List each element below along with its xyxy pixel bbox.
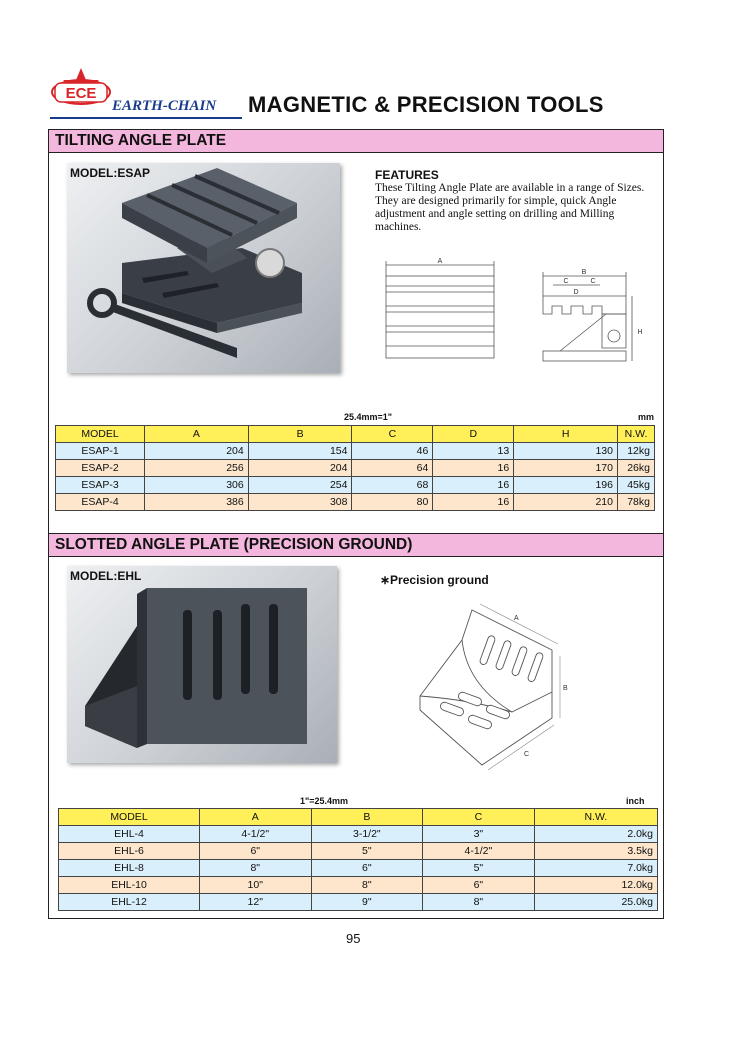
esap-spec-table [55, 425, 655, 511]
section-title-tilting: TILTING ANGLE PLATE [49, 129, 663, 153]
ehl-dim-label-b: B [563, 685, 568, 692]
esap-unit: mm [638, 412, 655, 422]
table-cell: 2.0kg [534, 826, 657, 843]
dim-label-c2: C [590, 278, 596, 285]
table-cell: 68 [352, 477, 433, 494]
table-cell: 45kg [618, 477, 655, 494]
table-cell: EHL-6 [59, 843, 200, 860]
table-cell: 78kg [618, 494, 655, 511]
table-cell: 386 [145, 494, 249, 511]
column-header: C [352, 426, 433, 443]
table-cell: 10" [199, 877, 311, 894]
features-text: These Tilting Angle Plate are available in a range of Sizes. They are designed primarily for simple, quick Angle adjustment and angle setting on drilling and Milling machines. [375, 182, 645, 233]
column-header: N.W. [534, 809, 657, 826]
table-cell: 6" [199, 843, 311, 860]
table-cell: 16 [433, 477, 514, 494]
dim-label-c1: C [563, 278, 569, 285]
table-cell: EHL-10 [59, 877, 200, 894]
ehl-model-label: MODEL:EHL [70, 569, 142, 583]
features-title: FEATURES [375, 168, 439, 182]
table-cell: EHL-4 [59, 826, 200, 843]
table-cell: ESAP-3 [56, 477, 145, 494]
section-title-slotted: SLOTTED ANGLE PLATE (PRECISION GROUND) [49, 533, 663, 557]
ehl-dim-label-c: C [524, 751, 530, 758]
table-row [59, 826, 658, 843]
table-cell: 6" [423, 877, 535, 894]
ehl-technical-drawing [412, 600, 582, 770]
column-header: C [423, 809, 535, 826]
table-cell: 154 [248, 443, 352, 460]
page-title: MAGNETIC & PRECISION TOOLS [248, 92, 604, 117]
table-cell: 5" [311, 843, 423, 860]
table-cell: 204 [248, 460, 352, 477]
table-cell: EHL-12 [59, 894, 200, 911]
table-row [59, 843, 658, 860]
esap-model-label: MODEL:ESAP [70, 166, 151, 180]
page-number: 95 [346, 931, 361, 946]
ece-logo [50, 66, 112, 110]
table-header-row [56, 426, 655, 443]
table-cell: 16 [433, 494, 514, 511]
table-cell: 5" [423, 860, 535, 877]
table-cell: 8" [423, 894, 535, 911]
table-cell: 9" [311, 894, 423, 911]
esap-product-photo [67, 163, 340, 373]
dim-label-d: D [573, 289, 579, 296]
svg-text:ECE: ECE [65, 85, 97, 102]
table-cell: 308 [248, 494, 352, 511]
brand-underline [50, 117, 242, 119]
column-header: MODEL [56, 426, 145, 443]
table-row [56, 477, 655, 494]
dim-label-b: B [581, 269, 587, 276]
table-cell: EHL-8 [59, 860, 200, 877]
table-cell: 8" [311, 877, 423, 894]
table-row [59, 860, 658, 877]
ehl-unit-conversion: 1"=25.4mm [300, 796, 349, 806]
table-cell: 3.5kg [534, 843, 657, 860]
table-cell: 170 [514, 460, 618, 477]
table-cell: 13 [433, 443, 514, 460]
table-cell: 204 [145, 443, 249, 460]
dim-label-a: A [437, 258, 443, 265]
table-cell: 254 [248, 477, 352, 494]
table-cell: 3-1/2" [311, 826, 423, 843]
ehl-dim-label-a: A [514, 615, 519, 622]
column-header: A [145, 426, 249, 443]
column-header: MODEL [59, 809, 200, 826]
table-cell: 26kg [618, 460, 655, 477]
column-header: A [199, 809, 311, 826]
table-cell: 46 [352, 443, 433, 460]
table-cell: 196 [514, 477, 618, 494]
esap-technical-drawing [380, 256, 650, 368]
column-header: N.W. [618, 426, 655, 443]
table-cell: ESAP-1 [56, 443, 145, 460]
table-cell: 6" [311, 860, 423, 877]
column-header: H [514, 426, 618, 443]
ehl-product-photo [67, 566, 337, 763]
table-cell: 4-1/2" [199, 826, 311, 843]
table-header-row [59, 809, 658, 826]
table-row [56, 494, 655, 511]
table-cell: 256 [145, 460, 249, 477]
ehl-spec-table [58, 808, 658, 911]
column-header: D [433, 426, 514, 443]
table-cell: 12" [199, 894, 311, 911]
table-cell: 64 [352, 460, 433, 477]
table-cell: 80 [352, 494, 433, 511]
table-cell: 25.0kg [534, 894, 657, 911]
table-cell: ESAP-4 [56, 494, 145, 511]
table-cell: 130 [514, 443, 618, 460]
table-cell: 210 [514, 494, 618, 511]
table-cell: 8" [199, 860, 311, 877]
ehl-unit: inch [626, 796, 645, 806]
table-cell: 7.0kg [534, 860, 657, 877]
table-cell: 12.0kg [534, 877, 657, 894]
table-cell: 4-1/2" [423, 843, 535, 860]
dim-label-h: H [637, 329, 643, 336]
table-row [59, 877, 658, 894]
table-cell: 3" [423, 826, 535, 843]
table-cell: 16 [433, 460, 514, 477]
table-row [56, 460, 655, 477]
table-row [56, 443, 655, 460]
table-cell: 12kg [618, 443, 655, 460]
table-row [59, 894, 658, 911]
table-cell: ESAP-2 [56, 460, 145, 477]
table-cell: 306 [145, 477, 249, 494]
column-header: B [311, 809, 423, 826]
precision-ground-note: ∗Precision ground [380, 573, 489, 587]
brand-name: EARTH-CHAIN [112, 98, 217, 114]
esap-unit-conversion: 25.4mm=1" [344, 412, 393, 422]
column-header: B [248, 426, 352, 443]
